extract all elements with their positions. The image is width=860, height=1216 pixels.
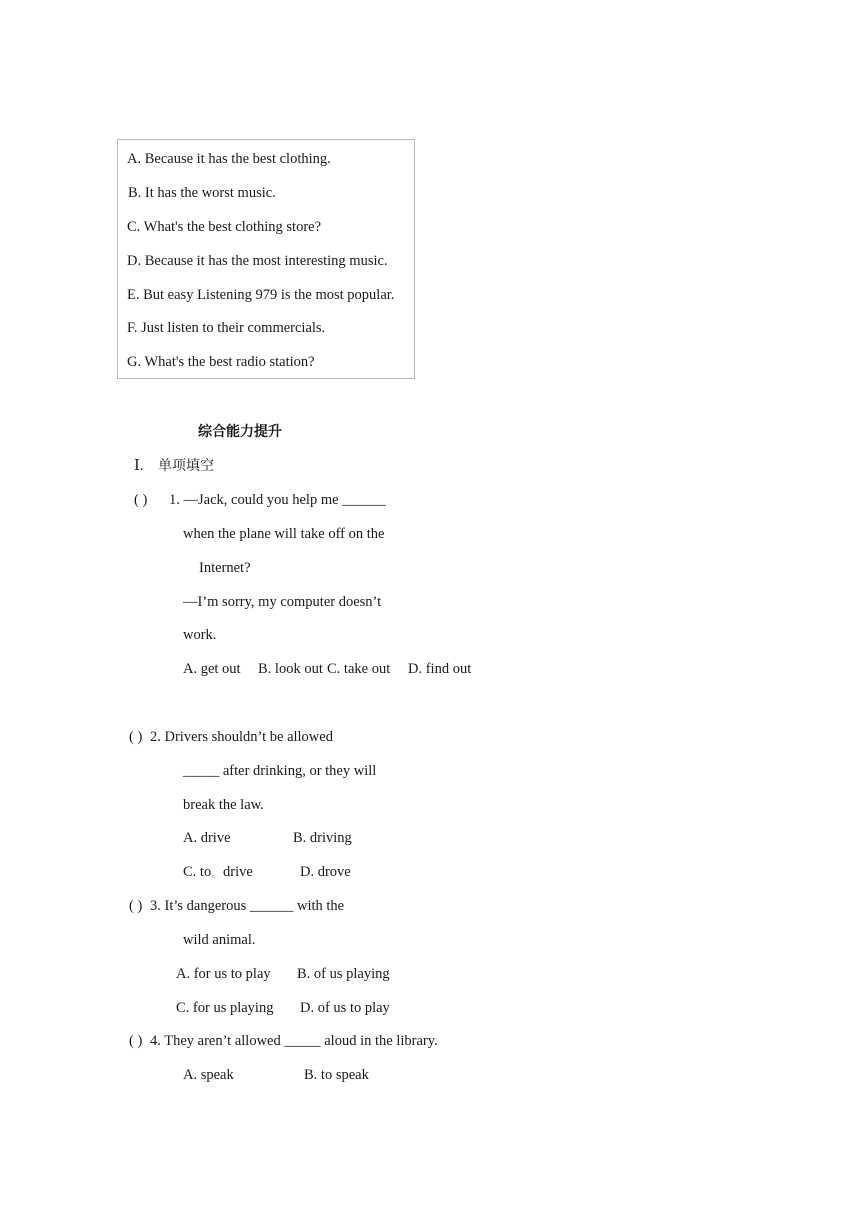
subsection-title: 单项填空 — [158, 458, 214, 474]
question-line: break the law. — [183, 797, 264, 813]
choice-b: B. of us playing — [297, 966, 390, 982]
choice-d: D. drove — [300, 864, 351, 880]
answer-paren: ( ) — [129, 729, 143, 745]
choice-a: A. get out — [183, 661, 241, 677]
question-line: 4. They aren’t allowed _____ aloud in the library. — [150, 1033, 438, 1049]
choice-d: D. of us to play — [300, 1000, 390, 1016]
choice-c: C. take out — [327, 661, 391, 677]
stray-mark: 。 — [212, 870, 220, 879]
subsection-numeral: Ⅰ. — [134, 458, 144, 474]
question-line: 1. —Jack, could you help me ______ — [169, 492, 386, 508]
option-c: C. What's the best clothing store? — [127, 219, 322, 235]
question-line: wild animal. — [183, 932, 256, 948]
choice-b: B. to speak — [304, 1067, 369, 1083]
option-f: F. Just listen to their commercials. — [127, 320, 326, 336]
answer-paren: ( ) — [129, 898, 143, 914]
choice-c-word: drive — [223, 864, 253, 880]
question-line: —I’m sorry, my computer doesn’t — [183, 594, 382, 610]
choice-a: A. drive — [183, 830, 231, 846]
option-a: A. Because it has the best clothing. — [127, 151, 331, 167]
choice-b: B. look out — [258, 661, 323, 677]
options-box — [117, 139, 415, 379]
option-g: G. What's the best radio station? — [127, 354, 315, 370]
question-line: 3. It’s dangerous ______ with the — [150, 898, 345, 914]
question-line: when the plane will take off on the — [183, 526, 385, 542]
option-b: B. It has the worst music. — [128, 185, 276, 201]
option-e: E. But easy Listening 979 is the most popular. — [127, 287, 395, 303]
choice-d: D. find out — [408, 661, 472, 677]
section-title: 综合能力提升 — [198, 424, 282, 440]
choice-a: A. for us to play — [176, 966, 271, 982]
choice-b: B. driving — [293, 830, 352, 846]
choice-c: C. to — [183, 864, 212, 880]
question-line: 2. Drivers shouldn’t be allowed — [150, 729, 333, 745]
choice-c: C. for us playing — [176, 1000, 274, 1016]
answer-paren: ( ) — [129, 1033, 143, 1049]
answer-paren: ( ) — [134, 492, 148, 508]
choice-a: A. speak — [183, 1067, 234, 1083]
option-d: D. Because it has the most interesting music. — [127, 253, 388, 269]
question-line: work. — [183, 627, 217, 643]
question-line: Internet? — [199, 560, 251, 576]
question-line: _____ after drinking, or they will — [183, 763, 377, 779]
